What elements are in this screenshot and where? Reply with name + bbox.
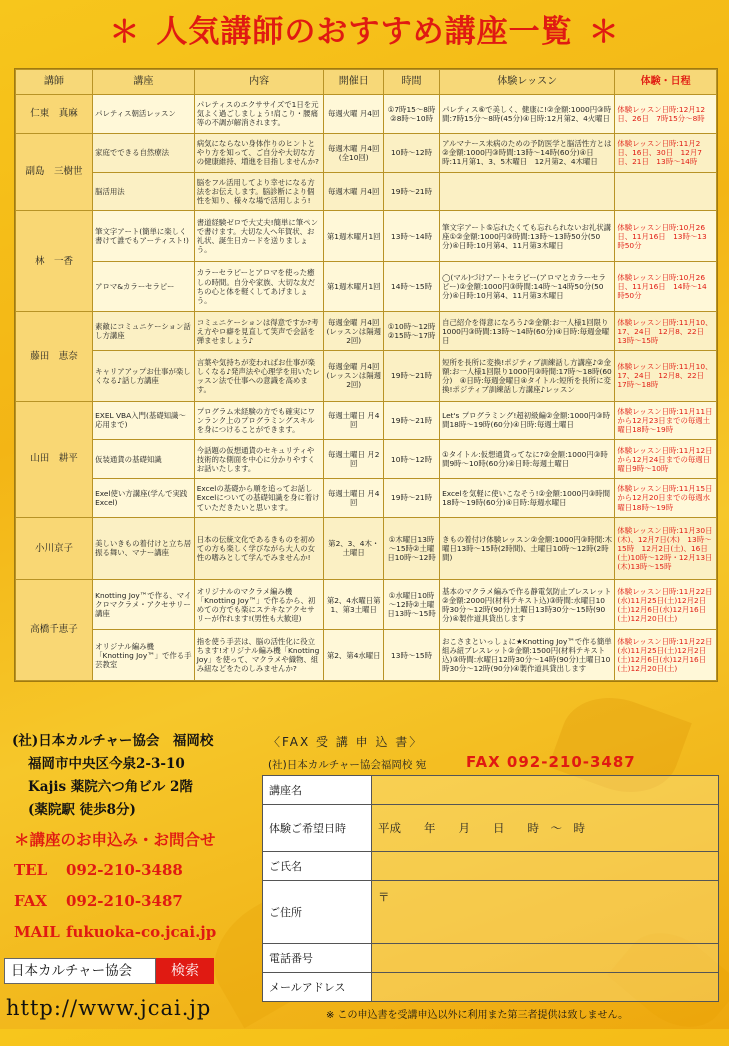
form-label: ご住所 — [263, 881, 372, 943]
form-field-datetime: 平成 年 月 日 時 ～ 時 — [378, 821, 585, 835]
date-cell: 第2、3、4木・土曜日 — [324, 517, 384, 579]
table-row — [16, 440, 717, 479]
org-address-2: Kajis 薬院六つ角ビル 2階 — [28, 779, 193, 795]
schedule-cell: 体験レッスン日時:10月26日、11月16日 14時～14時50分 — [615, 261, 717, 311]
table-row — [16, 211, 717, 261]
form-row-address — [263, 881, 718, 944]
schedule-cell: 体験レッスン日時:12月12日、26日 7時15分～8時 — [615, 95, 717, 134]
org-name: (社)日本カルチャー協会 福岡校 — [12, 733, 214, 749]
tel-line — [14, 860, 183, 879]
table-row — [16, 95, 717, 134]
lecturer-cell: 仁東 真麻 — [16, 95, 93, 134]
form-label: メールアドレス — [263, 973, 372, 1001]
date-cell: 第1週木曜月1回 — [324, 211, 384, 261]
form-recipient: (社)日本カルチャー協会福岡校 宛 — [268, 759, 427, 771]
time-cell: 13時～14時 — [384, 211, 440, 261]
search-text: 日本カルチャー協会 — [4, 958, 156, 984]
mail-line — [14, 922, 216, 941]
header-date: 開催日 — [324, 70, 384, 95]
lecturer-cell: 副島 三樹世 — [16, 133, 93, 211]
mail-label: MAIL — [14, 923, 60, 941]
schedule-cell — [615, 172, 717, 211]
header-time: 時間 — [384, 70, 440, 95]
trial-cell: 短所を長所に変換!ポジティブ訓練話し方講座♪②金額:お一人様1回限り1000円③時間:17時～18時(60分) ④日時:毎週金曜日④タイトル:短所を長所に変換!ポジティブ訓練話し方講座♪レッスン — [440, 351, 615, 401]
table-header-row — [16, 70, 717, 95]
table-row — [16, 401, 717, 440]
form-field-name — [372, 852, 718, 880]
content-cell: 病気にならない身体作りのヒントとやり方を知って、ご自分や大切な方の健康維持、増進を目指しませんか? — [194, 133, 324, 172]
header-trial: 体験レッスン — [440, 70, 615, 95]
time-cell: 19時～21時 — [384, 401, 440, 440]
privacy-note: ※ この申込書を受講申込以外に利用また第三者提供は致しません。 — [326, 1010, 629, 1021]
content-cell: 脳をフル活用してより幸せになる方法をお伝えします。脳診断により個性を知り、様々な場で活用しよう! — [194, 172, 324, 211]
form-row-name — [263, 852, 718, 881]
course-cell: キャリアアップお仕事が楽しくなる♪話し方講座 — [93, 351, 195, 401]
schedule-cell: 体験レッスン日時:11月12日から12月24日までの毎週日曜日9時～10時 — [615, 440, 717, 479]
table-row — [16, 630, 717, 681]
schedule-cell: 体験レッスン日時:11月30日(木)、12月7日(木) 13時～15時 12月2日(土)、16日(土)10時～12時・12月13日(木)13時～15時 — [615, 517, 717, 579]
course-cell: 家庭でできる自然療法 — [93, 133, 195, 172]
schedule-cell: 体験レッスン日時:11月11日から12月23日までの毎週土曜日18時～19時 — [615, 401, 717, 440]
form-label: ご氏名 — [263, 852, 372, 880]
course-cell: 脳活用法 — [93, 172, 195, 211]
fax-number: 092-210-3487 — [66, 892, 183, 910]
search-button: 検索 — [156, 958, 214, 984]
schedule-cell: 体験レッスン日時:10月26日、11月16日 13時～13時50分 — [615, 211, 717, 261]
star-icon: ＊ — [588, 15, 620, 50]
form-label: 体験ご希望日時 — [263, 805, 372, 851]
org-address-1: 福岡市中央区今泉2-3-10 — [28, 756, 185, 772]
course-cell: オリジナル編み機「Knotting Joy™」で作る手芸教室 — [93, 630, 195, 681]
content-cell: 言葉や気持ちが変わればお仕事が楽しくなる♪発声法や心理学を用いたレッスン法で仕事への意識を高めます。 — [194, 351, 324, 401]
form-field-course — [372, 776, 718, 804]
trial-cell: Excelを気軽に使いこなそう!②金額:1000円③時間18時～19時(60分)④日時:毎週水曜日 — [440, 479, 615, 518]
trial-cell: 自己紹介を得意になろう♪②金額:お一人様1回限り1000円③時間:13時～14時(60分)④日時:毎週金曜日 — [440, 312, 615, 351]
trial-cell: 基本のマクラメ編みで作る静電気防止ブレスレット②金額:2000円(材料テキスト込)③時間:水曜日10時30分～12時(90分)土曜日13時30分～15時(90分)④製作道具貸出します — [440, 579, 615, 629]
schedule-cell: 体験レッスン日時:11月2日、16日、30日 12月7日、21日 13時～14時 — [615, 133, 717, 172]
contact-heading: ＊講座のお申込み・お問合せ — [14, 830, 216, 849]
lecturer-cell: 小川京子 — [16, 517, 93, 579]
form-row-email — [263, 973, 718, 1001]
header-schedule: 体験・日程 — [615, 70, 717, 95]
fax-line — [14, 891, 183, 910]
table-row — [16, 312, 717, 351]
trial-cell: ①タイトル:仮想通貨ってなに?②金額:1000円③時間9時～10時(60分)④日時:毎週土曜日 — [440, 440, 615, 479]
date-cell: 毎週木曜 月4回(全10回) — [324, 133, 384, 172]
content-cell: 書道経験ゼロで大丈夫!簡単に筆ペンで書けます。大切な人へ年賀状、お礼状、誕生日カードを送りましょう。 — [194, 211, 324, 261]
tel-number: 092-210-3488 — [66, 861, 183, 879]
form-field-email — [372, 973, 718, 1001]
schedule-cell: 体験レッスン日時:11月10、17、24日 12月8、22日 13時～15時 — [615, 312, 717, 351]
course-cell: 素敵にコミュニケーション話し方講座 — [93, 312, 195, 351]
course-table — [14, 68, 718, 682]
time-cell: 19時～21時 — [384, 351, 440, 401]
time-cell: 10時～12時 — [384, 440, 440, 479]
schedule-cell: 体験レッスン日時:11月22日(水)11月25日(土)12月2日(土)12月6日(水)12月16日(土)12月20日(土) — [615, 630, 717, 681]
page-title — [0, 6, 729, 51]
org-address-3: (薬院駅 徒歩8分) — [28, 802, 136, 818]
course-cell: EXEL VBA入門(基礎知識～応用まで) — [93, 401, 195, 440]
content-cell: 日本の伝統文化であるきものを初めての方も楽しく学びながら大人の女性の嗜みとして学んでみませんか! — [194, 517, 324, 579]
trial-cell: ◯(マル)づけアートセラピー(アロマとカラーセラピー)②金額:1000円③時間:14時～14時50分(50分)④日時:10月第4、11月第3木曜日 — [440, 261, 615, 311]
form-row-phone — [263, 944, 718, 973]
header-course: 講座 — [93, 70, 195, 95]
time-cell: ①10時～12時②15時～17時 — [384, 312, 440, 351]
content-cell: プログラム未経験の方でも確実にワンランク上のプログラミングスキルを身につけることができます。 — [194, 401, 324, 440]
time-cell: 13時～15時 — [384, 630, 440, 681]
course-cell: 仮装通貨の基礎知識 — [93, 440, 195, 479]
fax-label: FAX — [14, 892, 48, 910]
table-row — [16, 351, 717, 401]
course-cell: 筆文字アート(簡単に楽しく書けて誰でもアーティスト!) — [93, 211, 195, 261]
organization-info — [12, 730, 213, 822]
form-fax-number: FAX 092-210-3487 — [466, 753, 636, 771]
course-cell: Knotting Joy™で作る、マイクロマクラメ・アクセサリー講座 — [93, 579, 195, 629]
date-cell: 第1週木曜月1回 — [324, 261, 384, 311]
content-cell: カラーセラピーとアロマを使った癒しの時間。自分や家族、大切な友だちの心と体を軽くしてあげましょう。 — [194, 261, 324, 311]
time-cell: 19時～21時 — [384, 172, 440, 211]
form-label: 電話番号 — [263, 944, 372, 972]
date-cell: 毎週木曜 月4回 — [324, 172, 384, 211]
trial-cell: Let's プログラミング!超初級編②金額:1000円③時間18時～19時(60分)④日時:毎週土曜日 — [440, 401, 615, 440]
content-cell: オリジナルのマクラメ編み機「Knotting Joy™」で作るから、初めての方でも楽にステキなアクセサリーが作れます!(男性も大歓迎) — [194, 579, 324, 629]
trial-cell: おこさまといっしょに★Knotting Joy™で作る簡単組み紐ブレスレット②金額:1500円(材料テキスト込)③時間:水曜日12時30分～14時(90分)土曜日10時30分～12時(90分)④製作道具貸出します — [440, 630, 615, 681]
trial-cell: きもの着付け体験レッスン②金額:1000円③時間:木曜日13時～15時(2時間)、土曜日10時～12時(2時間) — [440, 517, 615, 579]
time-cell: ①木曜日13時～15時②土曜日10時～12時 — [384, 517, 440, 579]
table-row — [16, 579, 717, 629]
header-lecturer: 講師 — [16, 70, 93, 95]
form-row-datetime — [263, 805, 718, 852]
time-cell: 14時～15時 — [384, 261, 440, 311]
date-cell: 毎週土曜日 月4回 — [324, 401, 384, 440]
date-cell: 毎週土曜日 月4回 — [324, 479, 384, 518]
content-cell: パレティスのエクササイズで1日を元気よく過ごしましょう!肩こり・腰痛等の不調が解消されます。 — [194, 95, 324, 134]
application-form — [262, 775, 719, 1002]
date-cell: 第2、4水曜日第1、第3土曜日 — [324, 579, 384, 629]
trial-cell: アルマナース未病のための予防医学と脳活性方とは②金額:1000円③時間:13時～14時(60分)④日時:11月第1、3、5木曜日 12月第2、4木曜日 — [440, 133, 615, 172]
time-cell: ①水曜日10時～12時②土曜日13時～15時 — [384, 579, 440, 629]
lecturer-cell: 高橋千恵子 — [16, 579, 93, 680]
time-cell: 19時～21時 — [384, 479, 440, 518]
course-cell: Exel使い方講座(学んで実践Excel) — [93, 479, 195, 518]
schedule-cell: 体験レッスン日時:11月15日から12月20日までの毎週水曜日18時～19時 — [615, 479, 717, 518]
tel-label: TEL — [14, 861, 48, 879]
star-icon: ＊ — [109, 15, 141, 50]
content-cell: Excelの基礎から順を追ってお話しExcelについての基礎知識を身に着けていただきたいと思います。 — [194, 479, 324, 518]
trial-cell — [440, 172, 615, 211]
header-content: 内容 — [194, 70, 324, 95]
lecturer-cell: 林 一香 — [16, 211, 93, 312]
title-text: 人気講師のおすすめ講座一覧 — [156, 14, 573, 50]
schedule-cell: 体験レッスン日時:11月22日(水)11月25日(土)12月2日(土)12月6日(水)12月16日(土)12月20日(土) — [615, 579, 717, 629]
course-cell: パレティス朝活レッスン — [93, 95, 195, 134]
table-row — [16, 133, 717, 172]
date-cell: 毎週金曜 月4回(レッスンは隔週2回) — [324, 351, 384, 401]
content-cell: 今話題の仮想通貨のセキュリティや技術的な側面を中心に分かりやすくお話いたします。 — [194, 440, 324, 479]
website-url: http://www.jcai.jp — [6, 996, 212, 1020]
table-row — [16, 172, 717, 211]
time-cell: 10時～12時 — [384, 133, 440, 172]
date-cell: 第2、第4水曜日 — [324, 630, 384, 681]
trial-cell: パレティス⑥で美しく、健康に!②金額:1000円③時間:7時15分～8時(45分)④日時:12月第2、4火曜日 — [440, 95, 615, 134]
table-row — [16, 517, 717, 579]
lecturer-cell: 山田 耕平 — [16, 401, 93, 517]
time-cell: ①7時15～8時②8時～10時 — [384, 95, 440, 134]
form-field-phone — [372, 944, 718, 972]
mail-address: fukuoka-co.jcai.jp — [66, 923, 217, 941]
table-row — [16, 261, 717, 311]
schedule-cell: 体験レッスン日時:11月10、17、24日 12月8、22日 17時～18時 — [615, 351, 717, 401]
content-cell: コミュニケーションは得意ですか?考え方やロ癖を見直して笑声で会話を弾ませましょう♪ — [194, 312, 324, 351]
lecturer-cell: 藤田 恵奈 — [16, 312, 93, 401]
date-cell: 毎週金曜 月4回(レッスンは隔週2回) — [324, 312, 384, 351]
course-cell: 美しいきもの着付けと立ち居振る舞い、マナー講座 — [93, 517, 195, 579]
form-row-course — [263, 776, 718, 805]
content-cell: 指を使う手芸は、脳の活性化に役立ちます!オリジナル編み機「Knotting Joy」を使って、マクラメや織物、組み紐などをたのしみませんか? — [194, 630, 324, 681]
course-cell: アロマ&カラーセラピー — [93, 261, 195, 311]
table-row — [16, 479, 717, 518]
form-label: 講座名 — [263, 776, 372, 804]
date-cell: 毎週火曜 月4回 — [324, 95, 384, 134]
form-title: 〈FAX 受 講 申 込 書〉 — [268, 735, 424, 749]
date-cell: 毎週土曜日 月2回 — [324, 440, 384, 479]
form-field-address: 〒 — [378, 890, 390, 904]
trial-cell: 筆文字アート⑤忘れたくても忘れられないお礼状講座①②金額:1000円③時間:13時～13時50分(50分)④日時:10月第4、11月第3木曜日 — [440, 211, 615, 261]
search-box — [4, 958, 214, 984]
